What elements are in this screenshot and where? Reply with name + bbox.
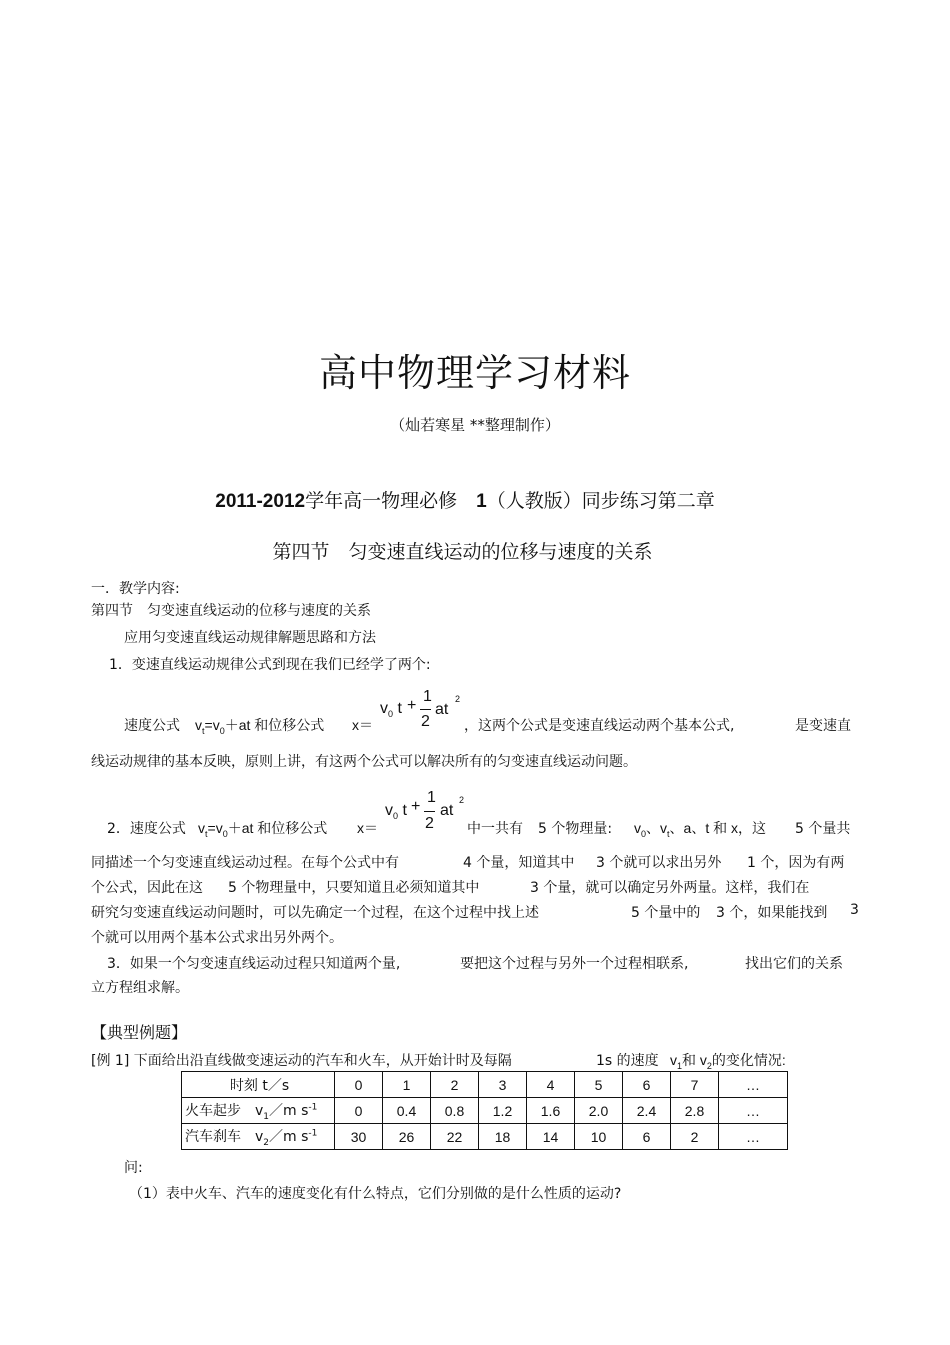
table-cell: 0 (335, 1072, 383, 1098)
velocity-table (181, 1071, 788, 1150)
table-cell: 14 (527, 1124, 575, 1150)
method-title: 应用匀变速直线运动规律解题思路和方法 (124, 630, 376, 646)
table-row (182, 1124, 788, 1150)
vel2-plus: ＋at 和位移公式 (227, 820, 328, 836)
heading-text: 学年高一物理必修 (305, 490, 458, 512)
table-cell: 2.0 (575, 1098, 623, 1124)
example1-ask: 问: (124, 1160, 143, 1176)
table-cell: 6 (623, 1072, 671, 1098)
row1-sub: 1 (263, 1111, 270, 1122)
point2-line3: 个公式，因此在这 (91, 880, 203, 896)
point2-line4d: 3 (850, 902, 859, 918)
v0t2-v: v (385, 802, 393, 819)
point1-line2: 线运动规律的基本反映，原则上讲，有这两个公式可以解决所有的匀变速直线运动问题。 (91, 754, 637, 770)
table-cell: 10 (575, 1124, 623, 1150)
table-cell: 26 (383, 1124, 431, 1150)
table-cell: 18 (479, 1124, 527, 1150)
table-cell: 2.8 (671, 1098, 719, 1124)
example1-intro2: 1s 的速度 (596, 1053, 659, 1069)
table-cell: 0.4 (383, 1098, 431, 1124)
page-title: 高中物理学习材料 (318, 351, 631, 395)
point2-line4b: 5 个量中的 (631, 905, 701, 921)
v0t-term-2 (385, 802, 407, 821)
frac-den-2: 2 (425, 815, 434, 832)
ex-intro3: 的变化情况: (711, 1052, 786, 1068)
vel-sub-t: t (202, 725, 205, 736)
row1-label: 火车起步 v (185, 1102, 264, 1119)
at-square-2: 2 (459, 795, 465, 805)
frac-bar (420, 709, 431, 710)
examples-title: 【典型例题】 (91, 1023, 188, 1042)
point3-line2: 立方程组求解。 (91, 980, 189, 996)
table-cell: 5 (575, 1072, 623, 1098)
table-cell: 1.6 (527, 1098, 575, 1124)
ex-v1-sub: 1 (677, 1060, 683, 1071)
vars-rest: 、a、t 和 x，这 (669, 820, 766, 836)
vel2-sub-0: 0 (222, 828, 228, 839)
frac-bar-2 (424, 811, 435, 812)
at-term-2: at (440, 802, 454, 819)
frac-num-2: 1 (427, 789, 436, 806)
point1-lead: 1．变速直线运动规律公式到现在我们已经学了两个: (109, 657, 431, 673)
table-header-label: 时刻 t／s (182, 1072, 335, 1098)
table-cell: 4 (527, 1072, 575, 1098)
point2-line5: 个就可以用两个基本公式求出另外两个。 (91, 930, 343, 946)
point3-line1c: 找出它们的关系 (745, 956, 843, 972)
at-square: 2 (455, 694, 461, 704)
example1-q1: （1）表中火车、汽车的速度变化有什么特点，它们分别做的是什么性质的运动? (129, 1186, 622, 1202)
frac-num: 1 (423, 688, 432, 705)
point2-line4: 研究匀变速直线运动问题时，可以先确定一个过程，在这个过程中找上述 (91, 905, 539, 921)
point2-line2c: 3 个就可以求出另外 (596, 855, 722, 871)
var-vt: v (660, 820, 668, 836)
x-eq: x＝ (352, 717, 373, 733)
table-cell: 0.8 (431, 1098, 479, 1124)
v0t-sub: 0 (388, 709, 394, 720)
heading-rest: （人教版）同步练习第二章 (486, 490, 715, 512)
table-cell: 1 (383, 1072, 431, 1098)
v0t-t: t (397, 700, 402, 717)
point2-vars-end: 5 个量共 (795, 821, 851, 837)
table-row (182, 1098, 788, 1124)
table-cell: 2 (671, 1124, 719, 1150)
vel2-eq: =v (207, 820, 223, 836)
velocity-formula-2 (198, 818, 327, 839)
point2-vars: $v_0$、$v_t$、a、t 和 x，这 (634, 820, 766, 839)
plus-sign-2: + (411, 798, 421, 815)
table-cell: 2.4 (623, 1098, 671, 1124)
chapter-heading (0, 486, 930, 513)
point2-line2d: 1 个，因为有两 (747, 855, 845, 871)
vel-eq: =v (204, 717, 220, 733)
heading-years: 2011-2012 (215, 491, 306, 512)
point2-line2b: 4 个量，知道其中 (463, 855, 575, 871)
point2-line2: 同描述一个匀变速直线运动过程。在每个公式中有 (91, 855, 399, 871)
table-cell: 6 (623, 1124, 671, 1150)
point3-line1: 3．如果一个匀变速直线运动过程只知道两个量, (107, 956, 401, 972)
velocity-formula (195, 715, 324, 736)
point2-lead: 2．速度公式 (107, 821, 186, 837)
table-cell: 0 (335, 1098, 383, 1124)
v0t2-t: t (402, 802, 407, 819)
table-cell: 7 (671, 1072, 719, 1098)
table-row1-label: 火车起步 $v_1/m$ $s^{-1}$ (182, 1098, 335, 1124)
ex-v2: v (699, 1052, 707, 1068)
point2-mid: 中一共有 (467, 821, 523, 837)
row2-unit: ／m s (269, 1128, 309, 1145)
table-cell: … (719, 1124, 788, 1150)
point2-line3b: 5 个物理量中，只要知道且必须知道其中 (228, 880, 480, 896)
table-cell: … (719, 1098, 788, 1124)
vel-sub-0: 0 (219, 725, 225, 736)
row1-unit: ／m s (269, 1102, 309, 1119)
ex-v1: v (670, 1052, 677, 1068)
table-cell: … (719, 1072, 788, 1098)
point1-formula-label: 速度公式 (124, 718, 180, 734)
row2-label: 汽车刹车 v (185, 1128, 264, 1145)
frac-den: 2 (421, 713, 430, 730)
table-row (182, 1072, 788, 1098)
heading-num: 1 (476, 491, 487, 512)
v0t-term (380, 700, 402, 719)
table-cell: 22 (431, 1124, 479, 1150)
table-row2-label: 汽车刹车 $v_2/m$ $s^{-1}$ (182, 1124, 335, 1150)
plus-sign: + (407, 697, 417, 714)
x-eq-2: x＝ (357, 820, 378, 836)
point2-line3c: 3 个量，就可以确定另外两量。这样，我们在 (530, 880, 810, 896)
point3-line1b: 要把这个过程与另外一个过程相联系, (460, 956, 689, 972)
table-cell: 1.2 (479, 1098, 527, 1124)
vel2-sub-t: t (205, 828, 208, 839)
ex-and: 和 (682, 1052, 697, 1068)
vel2-v: v (198, 820, 205, 836)
var-v0: v (634, 820, 641, 836)
vel-v: v (195, 717, 202, 733)
var-v0-sub: 0 (641, 828, 647, 839)
section-title: 第四节 匀变速直线运动的位移与速度的关系 (272, 541, 653, 563)
example1-intro: [例 1] 下面给出沿直线做变速运动的汽车和火车，从开始计时及每隔 (91, 1053, 512, 1069)
ex-v2-sub: 2 (706, 1060, 712, 1071)
row2-sub: 2 (263, 1137, 270, 1148)
var-vt-sub: t (667, 828, 670, 839)
point1-after: ，这两个公式是变速直线运动两个基本公式, (464, 718, 735, 734)
example1-vars (670, 1050, 786, 1071)
point2-line4c: 3 个，如果能找到 (716, 905, 828, 921)
table-cell: 30 (335, 1124, 383, 1150)
content-label: 一．教学内容: (91, 581, 180, 597)
point1-after2: 是变速直 (795, 718, 851, 734)
v0t-v: v (380, 700, 388, 717)
lesson-title: 第四节 匀变速直线运动的位移与速度的关系 (91, 603, 371, 619)
at-term: at (435, 701, 449, 718)
subtitle: （灿若寒星 **整理制作） (390, 416, 560, 434)
table-cell: 2 (431, 1072, 479, 1098)
table-cell: 3 (479, 1072, 527, 1098)
v0t2-sub: 0 (393, 811, 399, 822)
vel-plus: ＋at 和位移公式 (224, 717, 325, 733)
point2-five: 5 个物理量: (538, 821, 613, 837)
